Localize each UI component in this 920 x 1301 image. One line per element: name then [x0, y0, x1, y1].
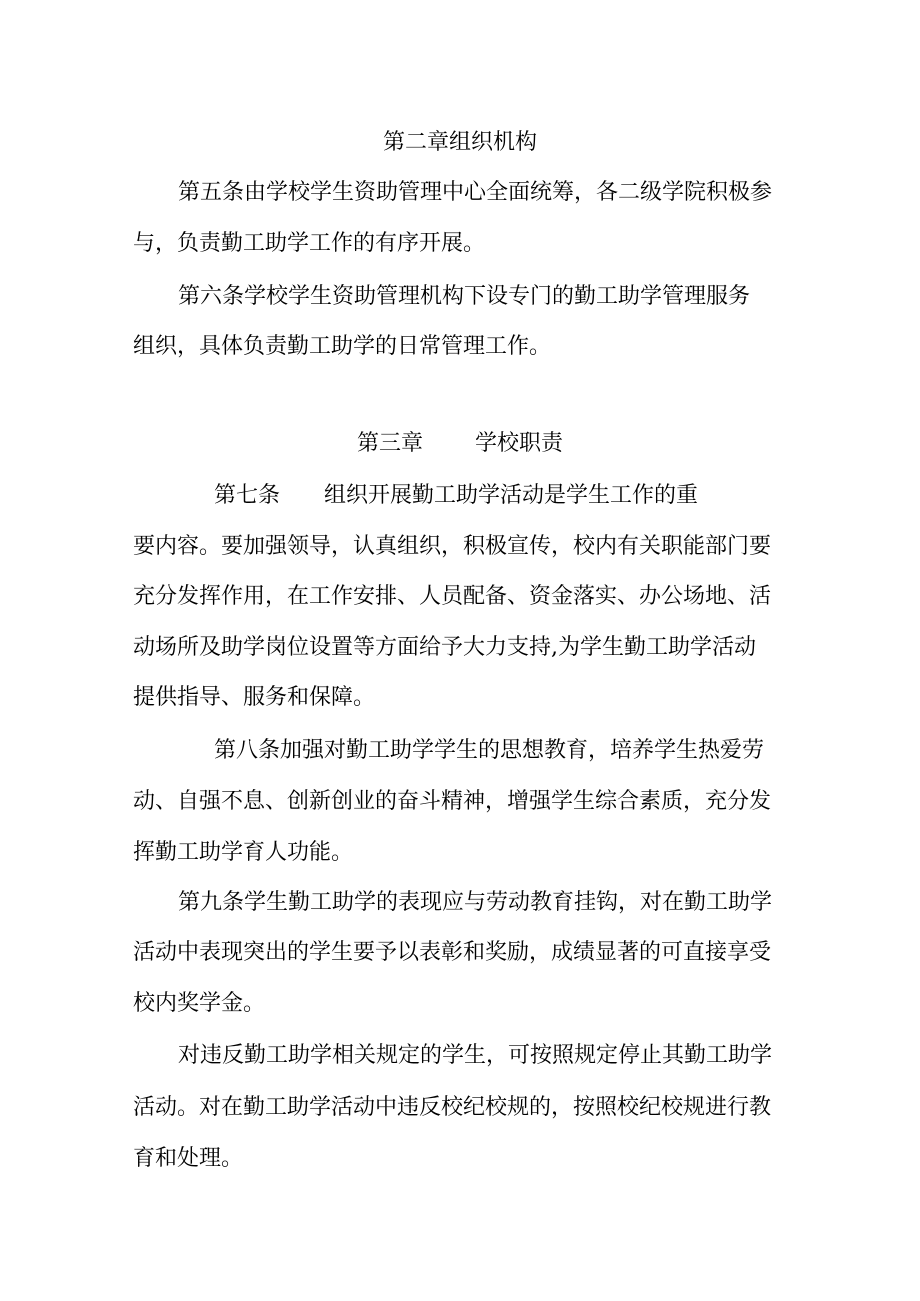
article-7-line-4: 动场所及助学岗位设置等方面给予大力支持,为学生勤工助学活动: [133, 635, 756, 660]
article-5-line-2: 与，负责勤工助学工作的有序开展。: [133, 231, 486, 256]
violation-line-3: 育和处理。: [133, 1146, 244, 1171]
article-6-line-2: 组织，具体负责勤工助学的日常管理工作。: [133, 334, 552, 359]
chapter-2-title: 第二章组织机构: [382, 130, 537, 155]
article-7-first-text: 组织开展勤工助学活动是学生工作的重: [324, 483, 699, 508]
violation-line-2: 活动。对在勤工助学活动中违反校纪校规的，按照校纪校规进行教: [133, 1095, 772, 1120]
article-5-line-1: 第五条由学校学生资助管理中心全面统筹，各二级学院积极参: [178, 180, 773, 205]
violation-line-1: 对违反勤工助学相关规定的学生，可按照规定停止其勤工助学: [178, 1043, 773, 1068]
chapter-3-number: 第三章: [356, 431, 423, 456]
article-8-line-3: 挥勤工助学育人功能。: [133, 840, 354, 865]
article-9-line-2: 活动中表现突出的学生要予以表彰和奖励，成绩显著的可直接享受: [133, 940, 772, 965]
chapter-3-name: 学校职责: [475, 431, 564, 456]
article-6-line-1: 第六条学校学生资助管理机构下设专门的勤工助学管理服务: [178, 284, 751, 309]
article-8-line-1: 第八条加强对勤工助学学生的思想教育，培养学生热爱劳: [214, 738, 765, 763]
article-9-line-1: 第九条学生勤工助学的表现应与劳动教育挂钩，对在勤工助学: [178, 890, 773, 915]
article-7-line-3: 充分发挥作用，在工作安排、人员配备、资金落实、办公场地、活: [133, 584, 772, 609]
article-7-line-5: 提供指导、服务和保障。: [133, 685, 376, 710]
chapter-3-title: [0, 429, 920, 459]
article-7-line-2: 要内容。要加强领导，认真组织，积极宣传，校内有关职能部门要: [133, 534, 772, 559]
article-7-label: 第七条: [214, 483, 281, 508]
article-9-line-3: 校内奖学金。: [133, 991, 266, 1016]
article-7-line-1: [214, 481, 698, 511]
article-8-line-2: 动、自强不息、创新创业的奋斗精神，增强学生综合素质，充分发: [133, 789, 772, 814]
